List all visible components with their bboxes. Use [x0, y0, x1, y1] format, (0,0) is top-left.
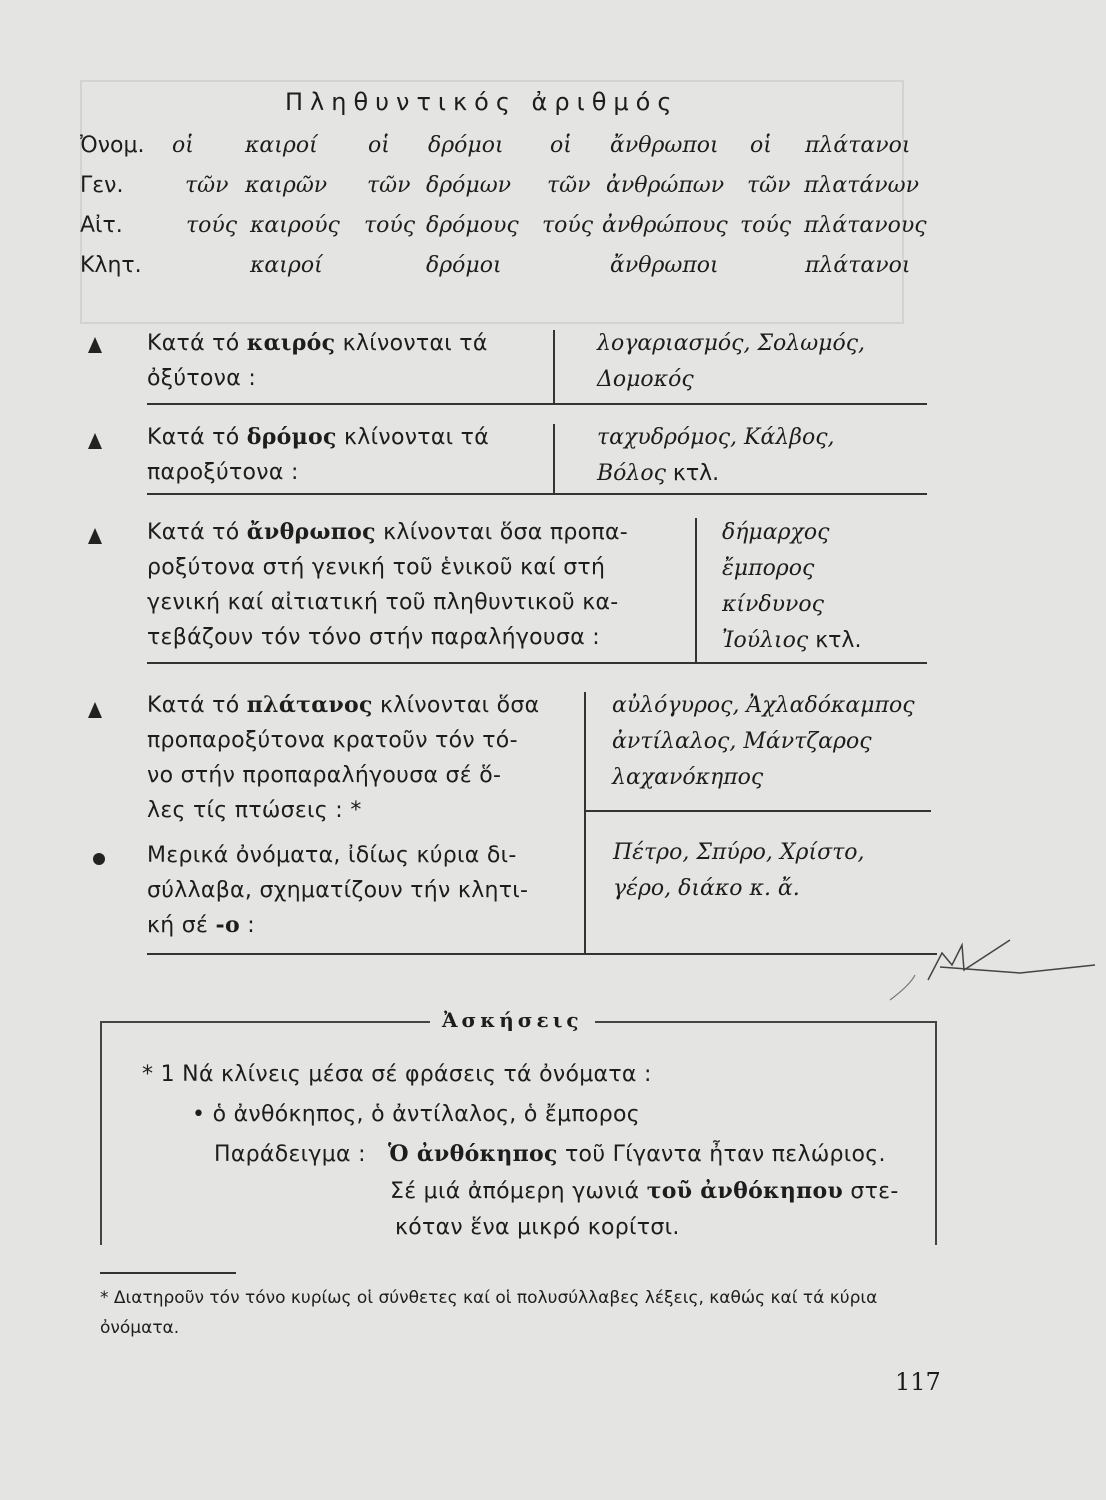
noun-form: πλάτανοι: [805, 133, 911, 158]
article: τῶν: [367, 173, 411, 198]
pencil-scribble: [870, 925, 1100, 1005]
article: τούς: [364, 213, 416, 238]
noun-form: πλατάνων: [804, 173, 919, 198]
column-divider: [553, 330, 555, 404]
noun-form: ἀνθρώπων: [606, 173, 725, 198]
page-heading: Πληθυντικός ἀριθμός: [285, 88, 679, 116]
noun-form: καιροί: [250, 253, 323, 278]
noun-form: δρόμους: [426, 213, 519, 238]
article: οἱ: [550, 133, 572, 158]
example-sentence-3: κόταν ἕνα μικρό κορίτσι.: [395, 1215, 680, 1240]
noun-form: καιροί: [245, 133, 318, 158]
article: τούς: [186, 213, 238, 238]
row-divider: [147, 403, 927, 405]
article: οἱ: [368, 133, 390, 158]
case-label: Κλητ.: [80, 253, 142, 278]
example-sentence-1: Ὁ ἀνθόκηπος τοῦ Γίγαντα ἦταν πελώριος.: [388, 1141, 886, 1167]
rule-dromos-examples: ταχυδρόμος, Κάλβος, Βόλος κτλ.: [597, 425, 835, 486]
rule-kairos-text: Κατά τό καιρός κλίνονται τά ὀξύτονα :: [147, 330, 488, 391]
noun-form: δρόμοι: [428, 133, 504, 158]
bleed-through-box: [80, 80, 904, 324]
row-divider: [147, 493, 927, 495]
triangle-bullet-icon: [88, 433, 102, 449]
row-divider: [584, 810, 931, 812]
column-divider: [584, 692, 586, 954]
footnote: * Διατηροῦν τόν τόνο κυρίως οἱ σύνθετες καί οἱ πολυσύλλαβες λέξεις, καθώς καί τά κύρια ὀνόματα.: [100, 1288, 878, 1338]
rule-anthropos-text: Κατά τό ἄνθρωπος κλίνονται ὅσα προπα- ροξύτονα στή γενική τοῦ ἑνικοῦ καί στή γενική καί αἰτιατική τοῦ πληθυντικοῦ κα- τεβάζουν τόν τόνο στήν παραλήγουσα :: [147, 519, 629, 650]
triangle-bullet-icon: [88, 528, 102, 544]
example-sentence-2: Σέ μιά ἀπόμερη γωνιά τοῦ ἀνθόκηπου στε-: [390, 1178, 899, 1204]
article: τούς: [740, 213, 792, 238]
rule-vocative-text: Μερικά ὀνόματα, ἰδίως κύρια δι- σύλλαβα, σχηματίζουν τήν κλητι- κή σέ -ο :: [147, 843, 529, 938]
noun-form: πλάτανοι: [805, 253, 911, 278]
triangle-bullet-icon: [88, 702, 102, 718]
noun-form: πλάτανους: [804, 213, 927, 238]
column-divider: [553, 424, 555, 494]
noun-form: καιρῶν: [245, 173, 328, 198]
article: τῶν: [747, 173, 791, 198]
article: οἱ: [172, 133, 194, 158]
rule-dromos-text: Κατά τό δρόμος κλίνονται τά παροξύτονα :: [147, 424, 490, 485]
exercise-words: • ὁ ἀνθόκηπος, ὁ ἀντίλαλος, ὁ ἔμπορος: [192, 1102, 640, 1127]
rule-platanos-text: Κατά τό πλάτανος κλίνονται ὅσα προπαροξύτονα κρατοῦν τόν τό- νο στήν προπαραλήγουσα σέ ὅ- λες τίς πτώσεις : *: [147, 692, 540, 823]
triangle-bullet-icon: [88, 337, 102, 353]
noun-form: δρόμοι: [426, 253, 502, 278]
row-divider: [147, 953, 937, 955]
article: τούς: [542, 213, 594, 238]
exercises-title: Ἀσκήσεις: [430, 1008, 595, 1032]
noun-form: δρόμων: [426, 173, 512, 198]
rule-vocative-examples: Πέτρο, Σπύρο, Χρίστο, γέρο, διάκο κ. ἄ.: [613, 840, 865, 901]
noun-form: καιρούς: [250, 213, 340, 238]
article: τῶν: [185, 173, 229, 198]
case-label: Αἰτ.: [80, 213, 123, 238]
noun-form: ἄνθρωποι: [610, 133, 719, 158]
case-label: Ὀνομ.: [80, 133, 145, 158]
circle-bullet-icon: [93, 853, 105, 865]
rule-kairos-examples: λογαριασμός, Σολωμός, Δομοκός: [597, 331, 866, 392]
row-divider: [147, 662, 927, 664]
rule-anthropos-examples: δήμαρχος ἔμπορος κίνδυνος Ἰούλιος κτλ.: [722, 520, 862, 653]
noun-form: ἀνθρώπους: [602, 213, 728, 238]
exercise-task: * 1 Νά κλίνεις μέσα σέ φράσεις τά ὀνόματα :: [142, 1062, 652, 1087]
case-label: Γεν.: [80, 173, 124, 198]
page-number: 117: [895, 1368, 941, 1396]
article: οἱ: [750, 133, 772, 158]
rule-platanos-examples: αὐλόγυρος, Ἀχλαδόκαμπος ἀντίλαλος, Μάντζαρος λαχανόκηπος: [612, 693, 915, 790]
column-divider: [695, 518, 697, 663]
footnote-rule: [100, 1272, 236, 1274]
article: τῶν: [547, 173, 591, 198]
example-label: Παράδειγμα :: [214, 1142, 366, 1167]
noun-form: ἄνθρωποι: [610, 253, 719, 278]
